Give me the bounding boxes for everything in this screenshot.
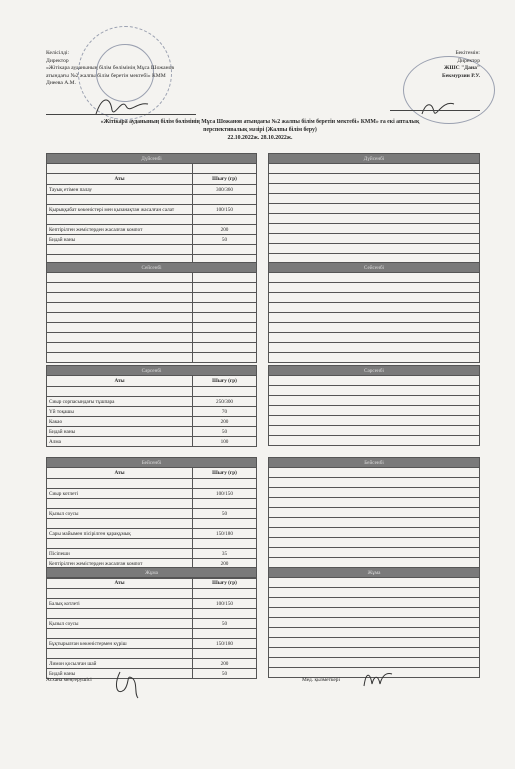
empty-cell <box>269 436 480 446</box>
title-line3: 22.10.2022ж. 28.10.2022ж. <box>227 135 293 141</box>
empty-cell <box>269 234 480 244</box>
table-row <box>269 313 480 323</box>
director-label-right: Директор <box>457 57 480 64</box>
table-row <box>269 426 480 436</box>
dish-name <box>47 387 193 397</box>
table-row <box>269 376 480 386</box>
dish-weight <box>193 609 257 619</box>
dish-name <box>47 323 193 333</box>
table-row <box>269 353 480 363</box>
table-row <box>47 195 257 205</box>
dish-name <box>47 215 193 225</box>
dish-weight <box>193 333 257 343</box>
dish-name <box>47 519 193 529</box>
dish-weight <box>193 353 257 363</box>
day-header: Сейсенбі <box>269 263 480 273</box>
dish-weight <box>193 589 257 599</box>
menu-table-left <box>46 153 257 265</box>
table-row <box>269 406 480 416</box>
title-line1: «Жітікара ауданының білім бөлімінің Мұса Шожанов атындағы №2 жалпы білім беретін мектебі» КММ» ға екі апталық <box>100 119 420 125</box>
empty-cell <box>269 184 480 194</box>
empty-cell <box>269 194 480 204</box>
dish-name <box>47 245 193 255</box>
dish-weight: 250/300 <box>193 397 257 407</box>
dish-weight: 70 <box>193 407 257 417</box>
dish-name: Бидай наны <box>47 235 193 245</box>
table-row <box>269 468 480 478</box>
table-row <box>269 538 480 548</box>
dish-name: Үй тоқашы <box>47 407 193 417</box>
table-row <box>269 548 480 558</box>
table-row <box>47 245 257 255</box>
table-row <box>269 343 480 353</box>
dish-name <box>47 303 193 313</box>
table-row <box>47 215 257 225</box>
dish-weight: 100/150 <box>193 599 257 609</box>
empty-cell <box>269 558 480 568</box>
table-row <box>269 293 480 303</box>
dish-name: Лимон қосылған шай <box>47 659 193 669</box>
day-header: Дүйсенбі <box>47 154 257 164</box>
table-row <box>269 588 480 598</box>
dish-weight: 35 <box>193 549 257 559</box>
table-row <box>47 549 257 559</box>
dish-weight <box>193 303 257 313</box>
empty-cell <box>269 426 480 436</box>
dish-weight: 100/150 <box>193 489 257 499</box>
empty-cell <box>269 273 480 283</box>
table-row <box>47 519 257 529</box>
table-row <box>47 479 257 489</box>
column-header-name: Аты <box>47 468 193 479</box>
day-header: Сейсенбі <box>47 263 257 273</box>
signature-bottom-left <box>112 668 142 702</box>
footer-right-label: Мед. қызметкері <box>302 677 341 683</box>
dish-weight: 50 <box>193 509 257 519</box>
menu-table-right <box>268 365 480 446</box>
table-row <box>47 639 257 649</box>
dish-name: Бидай наны <box>47 669 193 679</box>
dish-name <box>47 343 193 353</box>
table-row <box>47 323 257 333</box>
empty-cell <box>269 333 480 343</box>
table-row <box>269 598 480 608</box>
table-row <box>269 396 480 406</box>
table-row <box>47 235 257 245</box>
empty-cell <box>269 376 480 386</box>
menu-table-left <box>46 262 257 363</box>
table-row <box>269 638 480 648</box>
dish-name: Тауық етімен палау <box>47 185 193 195</box>
table-row <box>269 333 480 343</box>
empty-cell <box>269 468 480 478</box>
table-row <box>269 283 480 293</box>
table-row <box>269 184 480 194</box>
empty-cell <box>269 164 480 174</box>
dish-weight: 100 <box>193 437 257 447</box>
signature-line-right <box>390 110 480 111</box>
table-row <box>47 333 257 343</box>
dish-name: Пісіпеши <box>47 549 193 559</box>
table-row <box>47 185 257 195</box>
empty-cell <box>269 214 480 224</box>
dish-weight <box>193 245 257 255</box>
table-row <box>47 205 257 215</box>
empty-cell <box>269 608 480 618</box>
dish-weight <box>193 387 257 397</box>
table-row <box>47 407 257 417</box>
dish-weight <box>193 323 257 333</box>
table-row <box>47 589 257 599</box>
day-header: Жұма <box>47 568 257 578</box>
empty-cell <box>269 618 480 628</box>
table-row <box>269 528 480 538</box>
day-header: Сәрсенбі <box>47 366 257 376</box>
dish-name <box>47 164 193 174</box>
table-row <box>269 303 480 313</box>
table-row <box>269 578 480 588</box>
table-row <box>47 509 257 519</box>
empty-cell <box>269 528 480 538</box>
column-header-name: Аты <box>47 174 193 185</box>
column-header-name: Аты <box>47 578 193 589</box>
dish-weight: 200 <box>193 417 257 427</box>
dish-weight: 150/180 <box>193 639 257 649</box>
dish-weight <box>193 519 257 529</box>
table-row <box>269 498 480 508</box>
menu-table-left <box>46 365 257 447</box>
table-row <box>269 608 480 618</box>
table-row <box>47 353 257 363</box>
dish-weight <box>193 164 257 174</box>
menu-table-left <box>46 457 257 579</box>
empty-cell <box>269 578 480 588</box>
dish-weight <box>193 195 257 205</box>
dish-name: Кептірілген жемістерден жасалған компот <box>47 559 193 569</box>
table-row <box>269 224 480 234</box>
empty-cell <box>269 648 480 658</box>
table-row <box>47 609 257 619</box>
table-row <box>269 436 480 446</box>
empty-cell <box>269 396 480 406</box>
dish-weight <box>193 313 257 323</box>
document-title <box>40 118 480 142</box>
dish-name <box>47 313 193 323</box>
empty-cell <box>269 498 480 508</box>
column-header-name: Аты <box>47 376 193 387</box>
empty-cell <box>269 548 480 558</box>
approval-block-left <box>46 50 296 88</box>
table-row <box>47 529 257 539</box>
table-row <box>47 343 257 353</box>
dish-weight <box>193 283 257 293</box>
dish-name <box>47 499 193 509</box>
table-row <box>47 164 257 174</box>
table-row <box>269 488 480 498</box>
empty-cell <box>269 628 480 638</box>
table-row <box>47 619 257 629</box>
dish-weight: 150/180 <box>193 529 257 539</box>
empty-cell <box>269 313 480 323</box>
empty-cell <box>269 323 480 333</box>
empty-cell <box>269 588 480 598</box>
table-row <box>269 628 480 638</box>
empty-cell <box>269 508 480 518</box>
dish-name <box>47 273 193 283</box>
empty-cell <box>269 478 480 488</box>
dish-name <box>47 283 193 293</box>
table-row <box>47 397 257 407</box>
table-row <box>269 174 480 184</box>
empty-cell <box>269 293 480 303</box>
dish-weight <box>193 273 257 283</box>
table-row <box>47 659 257 669</box>
empty-cell <box>269 174 480 184</box>
table-row <box>269 386 480 396</box>
table-row <box>47 539 257 549</box>
dish-name <box>47 629 193 639</box>
menu-table-right <box>268 457 480 578</box>
empty-cell <box>269 283 480 293</box>
table-row <box>269 658 480 668</box>
dish-name <box>47 589 193 599</box>
dish-name: Сиыр котлеті <box>47 489 193 499</box>
table-row <box>47 303 257 313</box>
director-name-right: Бекмурзин Р.У. <box>442 72 480 79</box>
dish-weight: 50 <box>193 619 257 629</box>
company-name: ЖШС "Дана" <box>444 65 480 72</box>
table-row <box>47 599 257 609</box>
table-row <box>47 629 257 639</box>
table-row <box>269 234 480 244</box>
signature-bottom-right <box>360 668 394 690</box>
table-row <box>47 283 257 293</box>
table-row <box>269 518 480 528</box>
dish-weight <box>193 629 257 639</box>
dish-name: Бұқтырылған көкөністермен күріш <box>47 639 193 649</box>
agreed-label: Келісілді: <box>46 50 70 56</box>
title-line2: перспективалық мәзірі (Жалпы білім беру) <box>203 127 317 133</box>
empty-cell <box>269 343 480 353</box>
empty-cell <box>269 353 480 363</box>
empty-cell <box>269 386 480 396</box>
dish-name <box>47 649 193 659</box>
dish-name: Бидай наны <box>47 427 193 437</box>
signature-line-left <box>46 114 196 115</box>
school-name-line2: атындағы №2 жалпы білім беретін мектебі» КММ <box>46 72 166 79</box>
table-row <box>269 618 480 628</box>
director-name-left: Днеева А.М. <box>46 80 77 87</box>
signature-top-right <box>418 96 458 120</box>
dish-weight: 200 <box>193 225 257 235</box>
table-row <box>269 508 480 518</box>
approve-label: Бекітемін: <box>455 50 480 56</box>
table-row <box>269 214 480 224</box>
table-row <box>47 225 257 235</box>
dish-name <box>47 479 193 489</box>
dish-weight: 50 <box>193 669 257 679</box>
table-row <box>47 387 257 397</box>
dish-name: Балық котлеті <box>47 599 193 609</box>
dish-weight <box>193 215 257 225</box>
column-header-weight: Шығу (гр) <box>193 468 257 479</box>
table-row <box>47 437 257 447</box>
day-header: Дүйсенбі <box>269 154 480 164</box>
dish-name: Сары майымен пісірілген қарақұмық <box>47 529 193 539</box>
dish-weight: 50 <box>193 235 257 245</box>
table-row <box>269 204 480 214</box>
table-row <box>47 313 257 323</box>
empty-cell <box>269 406 480 416</box>
menu-table-left <box>46 567 257 679</box>
day-header: Сәрсенбі <box>269 366 480 376</box>
footer-left-label: Асхана меңгерушісі <box>46 677 92 683</box>
table-row <box>47 293 257 303</box>
day-header: Бейсенбі <box>47 458 257 468</box>
table-row <box>269 194 480 204</box>
table-row <box>47 417 257 427</box>
dish-name: Кептірілген жемістерден жасалған компот <box>47 225 193 235</box>
director-label: Директор <box>46 57 69 64</box>
empty-cell <box>269 638 480 648</box>
dish-name: Алма <box>47 437 193 447</box>
table-row <box>47 649 257 659</box>
menu-table-right <box>268 153 480 264</box>
menu-table-right <box>268 567 480 678</box>
table-row <box>269 244 480 254</box>
empty-cell <box>269 224 480 234</box>
table-row <box>269 164 480 174</box>
dish-name <box>47 195 193 205</box>
dish-name <box>47 539 193 549</box>
column-header-weight: Шығу (гр) <box>193 578 257 589</box>
dish-weight: 200 <box>193 659 257 669</box>
empty-cell <box>269 416 480 426</box>
dish-weight: 50 <box>193 427 257 437</box>
school-name-line1: «Жітікара ауданының білім бөлімінің Мұса Шожанов <box>46 65 175 72</box>
table-row <box>269 273 480 283</box>
table-row <box>269 648 480 658</box>
menu-table-right <box>268 262 480 363</box>
day-header: Жұма <box>269 568 480 578</box>
empty-cell <box>269 518 480 528</box>
dish-name: Какао <box>47 417 193 427</box>
table-row <box>269 478 480 488</box>
dish-weight: 300/360 <box>193 185 257 195</box>
empty-cell <box>269 598 480 608</box>
dish-name <box>47 293 193 303</box>
dish-weight <box>193 649 257 659</box>
table-row <box>47 499 257 509</box>
table-row <box>47 427 257 437</box>
dish-weight <box>193 479 257 489</box>
empty-cell <box>269 303 480 313</box>
column-header-weight: Шығу (гр) <box>193 174 257 185</box>
dish-weight <box>193 539 257 549</box>
empty-cell <box>269 204 480 214</box>
dish-name <box>47 333 193 343</box>
table-row <box>269 558 480 568</box>
dish-name: Сиыр сорпасындағы тұшпара <box>47 397 193 407</box>
table-row <box>47 174 257 185</box>
empty-cell <box>269 244 480 254</box>
dish-name: Қызыл соусы <box>47 509 193 519</box>
dish-name: Қызыл соусы <box>47 619 193 629</box>
empty-cell <box>269 658 480 668</box>
empty-cell <box>269 538 480 548</box>
day-header: Бейсенбі <box>269 458 480 468</box>
dish-name <box>47 353 193 363</box>
table-row <box>47 489 257 499</box>
table-row <box>269 416 480 426</box>
dish-weight <box>193 293 257 303</box>
dish-name: Қырыққабат көкөністері мен қызанақтан жасалған салат <box>47 205 193 215</box>
dish-name <box>47 609 193 619</box>
dish-weight <box>193 499 257 509</box>
table-row <box>47 273 257 283</box>
approval-block-right <box>420 50 480 80</box>
dish-weight: 200 <box>193 559 257 569</box>
dish-weight <box>193 343 257 353</box>
column-header-weight: Шығу (гр) <box>193 376 257 387</box>
dish-weight: 100/150 <box>193 205 257 215</box>
table-row <box>269 323 480 333</box>
empty-cell <box>269 488 480 498</box>
